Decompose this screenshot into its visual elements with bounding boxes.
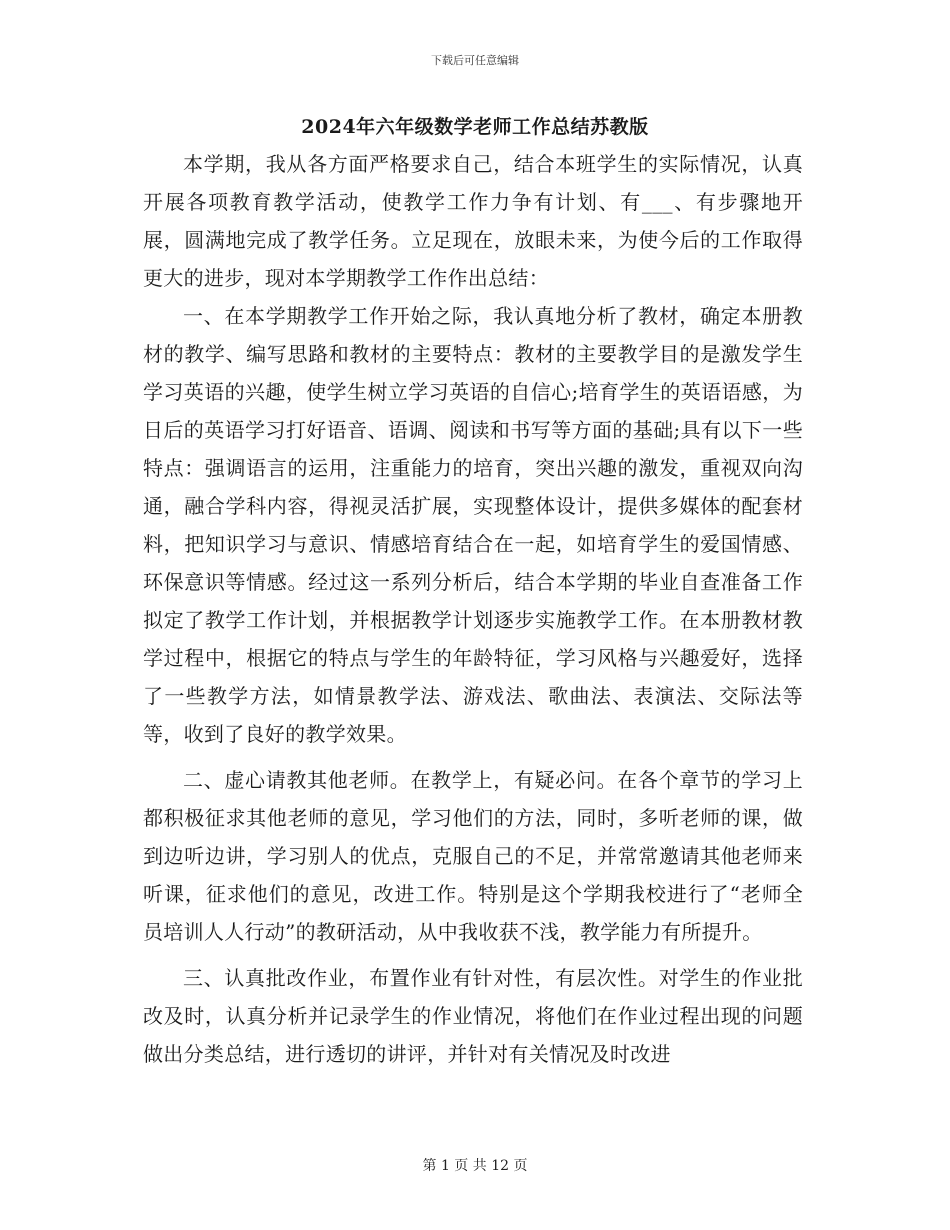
paragraph-section-3: 三、认真批改作业，布置作业有针对性，有层次性。对学生的作业批改及时，认真分析并记录学生的作业情况，将他们在作业过程出现的问题做出分类总结，进行透切的讲评，并针对有关情况及时改进 (143, 966, 803, 1066)
paragraph-section-2: 二、虚心请教其他老师。在教学上，有疑必问。在各个章节的学习上都积极征求其他老师的意见，学习他们的方法，同时，多听老师的课，做到边听边讲，学习别人的优点，克服自己的不足，并常常邀请其他老师来听课，征求他们的意见，改进工作。特别是这个学期我校进行了“老师全员培训人人行动”的教研活动，从中我收获不浅，教学能力有所提升。 (143, 768, 803, 944)
paragraph-section-1: 一、在本学期教学工作开始之际，我认真地分析了教材，确定本册教材的教学、编写思路和教材的主要特点：教材的主要教学目的是激发学生学习英语的兴趣，使学生树立学习英语的自信心;培育学生的英语语感，为日后的英语学习打好语音、语调、阅读和书写等方面的基础;具有以下一些特点：强调语言的运用，注重能力的培育，突出兴趣的激发，重视双向沟通，融合学科内容，得视灵活扩展，实现整体设计，提供多媒体的配套材料，把知识学习与意识、情感培育结合在一起，如培育学生的爱国情感、环保意识等情感。经过这一系列分析后，结合本学期的毕业自查准备工作拟定了教学工作计划，并根据教学计划逐步实施教学工作。在本册教材教学过程中，根据它的特点与学生的年龄特征，学习风格与兴趣爱好，选择了一些教学方法，如情景教学法、游戏法、歌曲法、表演法、交际法等等，收到了良好的教学效果。 (143, 304, 803, 746)
page-footer-number: 第 1 页 共 12 页 (422, 1158, 528, 1174)
paragraph-intro: 本学期，我从各方面严格要求自己，结合本班学生的实际情况，认真开展各项教育教学活动，使教学工作力争有计划、有___、有步骤地开展，圆满地完成了教学任务。立足现在，放眼未来，为使今后的工作取得更大的进步，现对本学期教学工作作出总结： (143, 152, 803, 290)
page-header-note: 下载后可任意编辑 (431, 54, 519, 67)
document-title: 2024年六年级数学老师工作总结苏教版 (301, 116, 649, 138)
document-body (143, 145, 803, 1073)
